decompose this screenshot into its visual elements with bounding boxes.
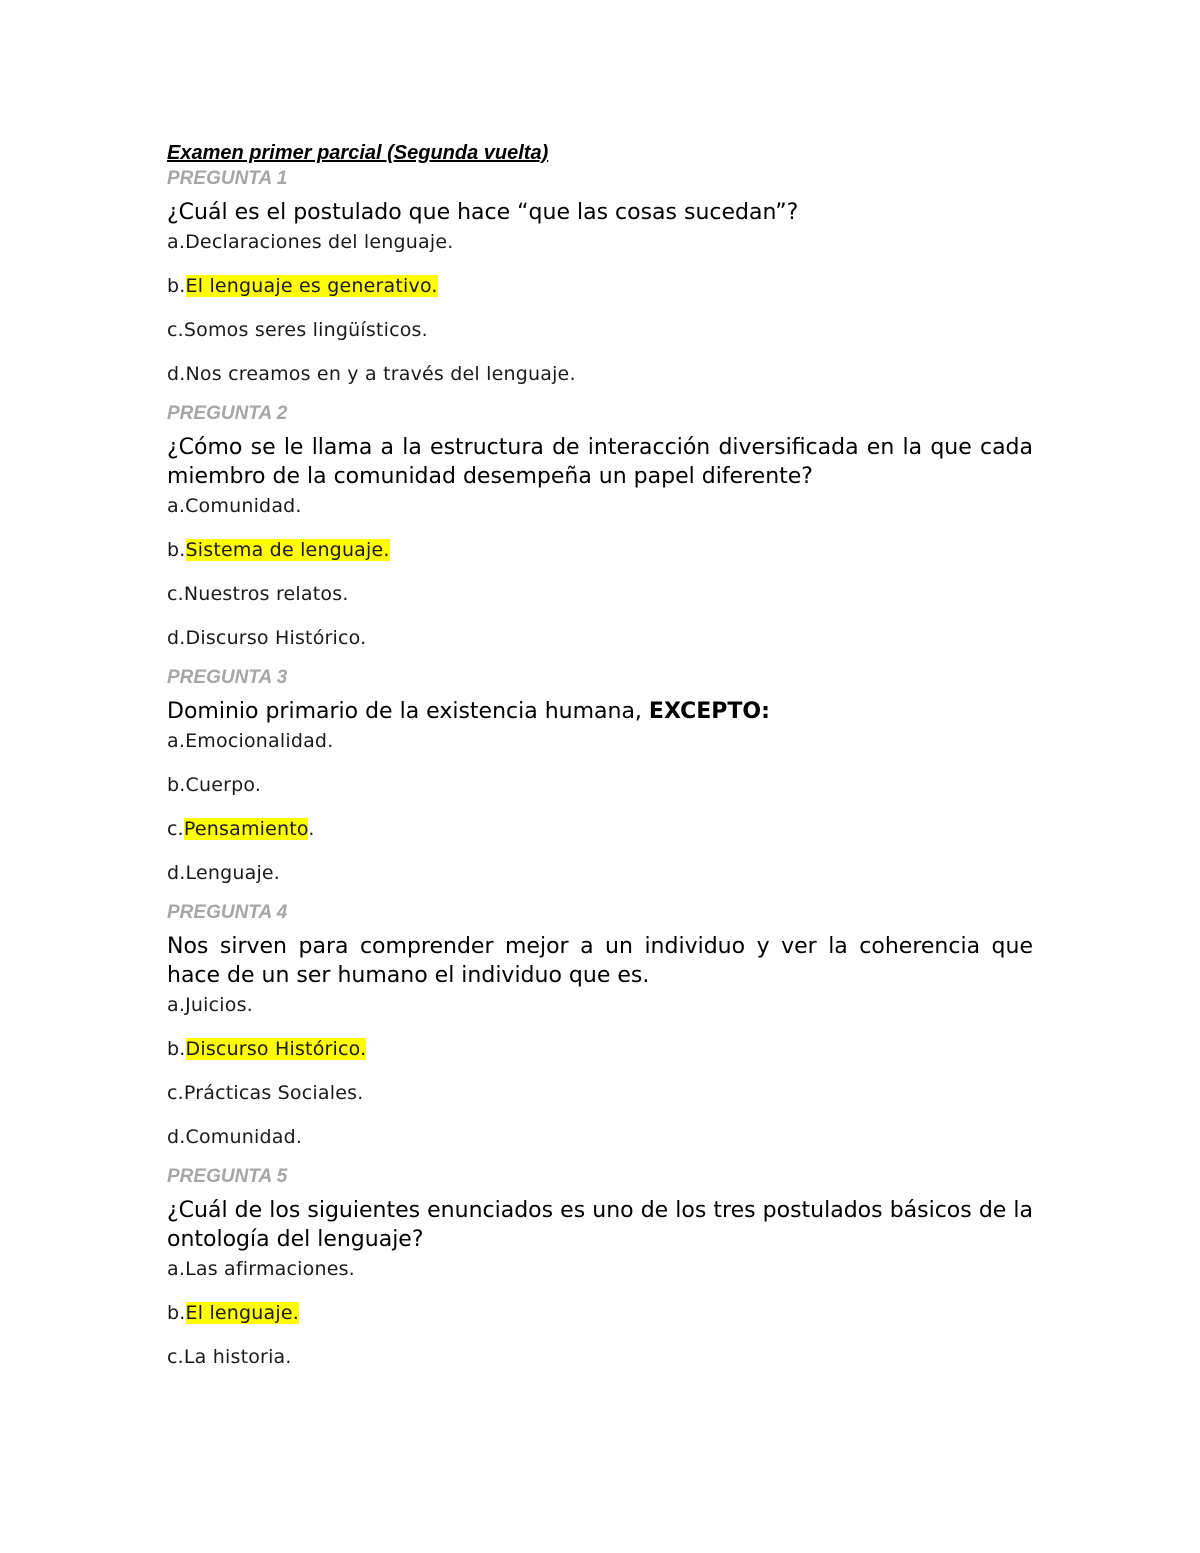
answer-option — [167, 816, 1033, 842]
question-text-emphasis: EXCEPTO: — [648, 699, 770, 724]
option-text: Juicios. — [185, 994, 253, 1016]
option-letter: b. — [167, 275, 186, 297]
answer-option — [167, 229, 1033, 255]
option-letter: d. — [167, 1126, 186, 1148]
document-title: Examen primer parcial (Segunda vuelta) — [167, 142, 549, 164]
option-letter: a. — [167, 495, 186, 517]
question-block — [167, 665, 1033, 886]
option-text: La historia. — [183, 1346, 292, 1368]
answer-option — [167, 581, 1033, 607]
option-letter: c. — [167, 1346, 184, 1368]
option-text: Somos seres lingüísticos. — [183, 319, 428, 341]
answer-option — [167, 537, 1033, 563]
option-text: Prácticas Sociales. — [183, 1082, 364, 1104]
answer-option — [167, 1344, 1033, 1370]
answer-option — [167, 273, 1033, 299]
question-block — [167, 401, 1033, 651]
answer-option — [167, 992, 1033, 1018]
question-block — [167, 1164, 1033, 1370]
option-letter: a. — [167, 730, 186, 752]
question-label: PREGUNTA 3 — [167, 667, 288, 688]
option-letter: b. — [167, 1302, 186, 1324]
question-label: PREGUNTA 2 — [167, 403, 288, 424]
option-letter: b. — [167, 539, 186, 561]
question-text: ¿Cómo se le llama a la estructura de interacción diversificada en la que cada miembro de la comunidad desempeña un papel diferente? — [167, 435, 1033, 489]
question-label: PREGUNTA 4 — [167, 902, 288, 923]
document-page — [167, 140, 1033, 1384]
question-text: ¿Cuál de los siguientes enunciados es uno de los tres postulados básicos de la ontología del lenguaje? — [167, 1198, 1033, 1252]
question-label: PREGUNTA 5 — [167, 1166, 288, 1187]
option-letter: a. — [167, 994, 186, 1016]
question-text: Dominio primario de la existencia humana, EXCEPTO: — [167, 699, 770, 724]
option-text: Comunidad. — [185, 1126, 303, 1148]
option-text-highlighted: Discurso Histórico. — [185, 1038, 367, 1060]
option-text: Declaraciones del lenguaje. — [185, 231, 454, 253]
option-text-highlighted: Pensamiento — [183, 818, 309, 840]
option-text-highlighted: El lenguaje es generativo. — [185, 275, 438, 297]
option-text: Nuestros relatos. — [183, 583, 349, 605]
answer-option — [167, 317, 1033, 343]
option-letter: c. — [167, 583, 184, 605]
option-letter: c. — [167, 1082, 184, 1104]
answer-option — [167, 1080, 1033, 1106]
answer-option — [167, 625, 1033, 651]
option-letter: d. — [167, 627, 186, 649]
option-letter: b. — [167, 774, 186, 796]
option-letter: c. — [167, 818, 184, 840]
answer-option — [167, 1036, 1033, 1062]
option-text: Emocionalidad. — [185, 730, 334, 752]
option-suffix: . — [308, 818, 315, 840]
answer-option — [167, 728, 1033, 754]
answer-option — [167, 361, 1033, 387]
answer-option — [167, 1124, 1033, 1150]
question-label: PREGUNTA 1 — [167, 168, 288, 189]
option-letter: a. — [167, 1258, 186, 1280]
answer-option — [167, 772, 1033, 798]
question-text: ¿Cuál es el postulado que hace “que las cosas sucedan”? — [167, 200, 799, 225]
option-letter: d. — [167, 363, 186, 385]
question-block — [167, 900, 1033, 1150]
option-text: Discurso Histórico. — [185, 627, 367, 649]
option-text-highlighted: El lenguaje. — [185, 1302, 300, 1324]
answer-option — [167, 1300, 1033, 1326]
option-letter: d. — [167, 862, 186, 884]
option-text-highlighted: Sistema de lenguaje. — [185, 539, 390, 561]
option-letter: a. — [167, 231, 186, 253]
option-text: Comunidad. — [185, 495, 302, 517]
option-text: Cuerpo. — [185, 774, 262, 796]
option-text: Nos creamos en y a través del lenguaje. — [185, 363, 576, 385]
question-block — [167, 166, 1033, 387]
answer-option — [167, 860, 1033, 886]
question-text: Nos sirven para comprender mejor a un individuo y ver la coherencia que hace de un ser humano el individuo que es. — [167, 934, 1033, 988]
answer-option — [167, 493, 1033, 519]
option-letter: b. — [167, 1038, 186, 1060]
option-text: Las afirmaciones. — [185, 1258, 355, 1280]
questions-list — [167, 166, 1033, 1370]
answer-option — [167, 1256, 1033, 1282]
option-text: Lenguaje. — [185, 862, 281, 884]
option-letter: c. — [167, 319, 184, 341]
